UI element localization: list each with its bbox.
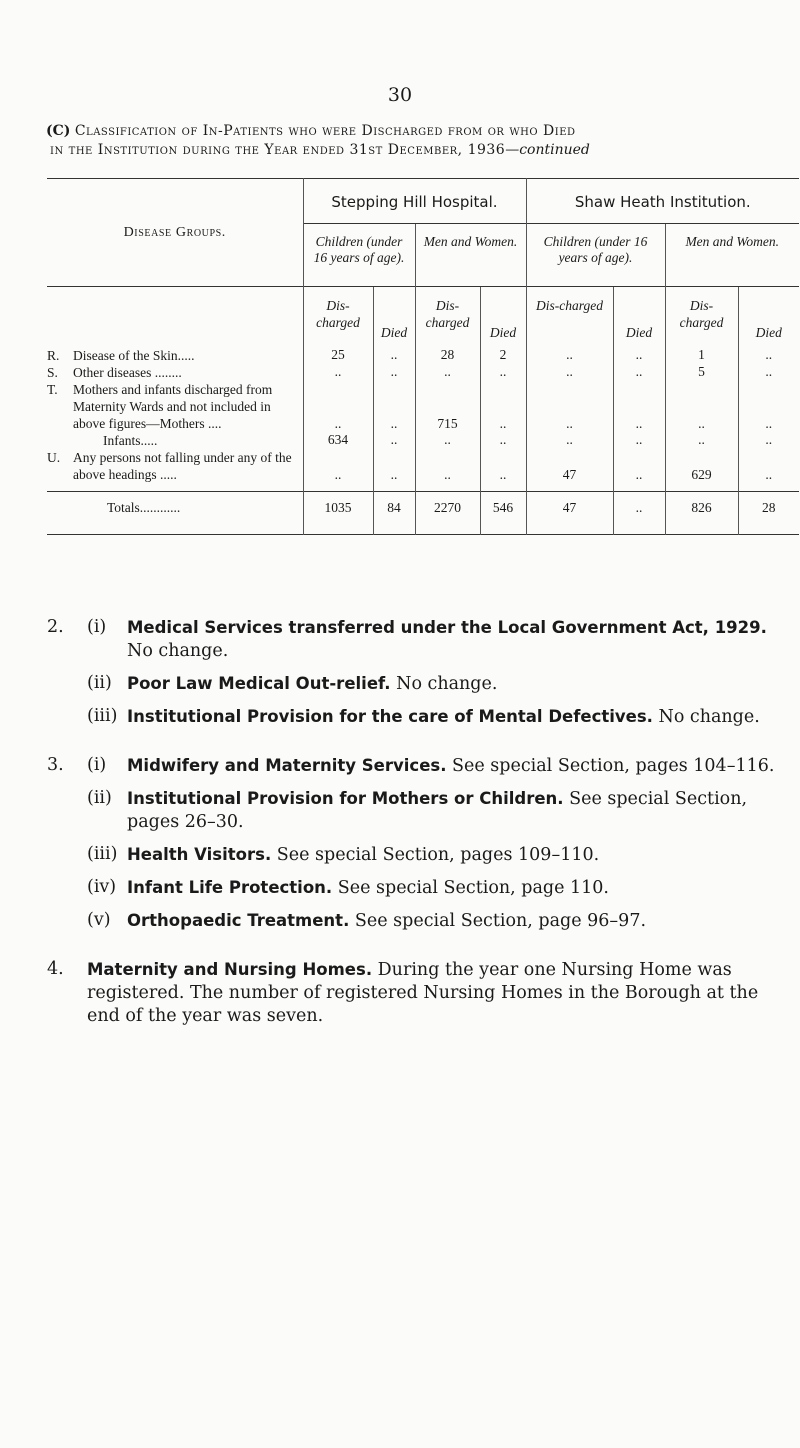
table-cell: .. xyxy=(415,432,480,449)
item-title: Infant Life Protection. xyxy=(127,878,333,897)
table-cell: .. xyxy=(373,347,415,364)
table-cell: 634 xyxy=(303,432,373,449)
item-text: No change. xyxy=(390,674,498,694)
item-title: Midwifery and Maternity Services. xyxy=(127,756,447,775)
table-cell: .. xyxy=(738,449,799,492)
disease-groups-header: Disease Groups. xyxy=(123,224,226,240)
table-cell: .. xyxy=(480,432,526,449)
column-header-died: Died xyxy=(738,287,799,348)
item-text: See special Section, pages 104–116. xyxy=(446,756,775,776)
table-cell: .. xyxy=(738,347,799,364)
total-cell: 826 xyxy=(665,492,738,535)
totals-label: Totals............ xyxy=(107,500,181,515)
page-number: 30 xyxy=(387,84,413,106)
table-row xyxy=(47,432,799,449)
heading-continued: —continued xyxy=(505,142,590,158)
table-cell: .. xyxy=(303,449,373,492)
total-cell: 1035 xyxy=(303,492,373,535)
classification-table xyxy=(47,178,799,535)
column-header-discharged: Dis-charged xyxy=(526,287,613,348)
totals-row xyxy=(47,492,799,535)
table-cell: .. xyxy=(613,381,665,432)
total-cell: 28 xyxy=(738,492,799,535)
hospital-header-stepping-hill: Stepping Hill Hospital. xyxy=(303,179,526,224)
subgroup-adults-shaw-heath: Men and Women. xyxy=(665,224,799,287)
total-cell: 47 xyxy=(526,492,613,535)
subgroup-adults-stepping-hill: Men and Women. xyxy=(415,224,526,287)
list-item xyxy=(47,672,792,696)
table-cell: .. xyxy=(613,449,665,492)
heading-label: (C) xyxy=(46,123,71,139)
table-cell: 715 xyxy=(415,381,480,432)
table-cell: .. xyxy=(526,347,613,364)
column-header-discharged: Dis-charged xyxy=(415,287,480,348)
heading-line-2: in the Institution during the Year ended 31st December, 1936 xyxy=(50,142,506,158)
table-row xyxy=(47,347,799,364)
total-cell: 84 xyxy=(373,492,415,535)
row-label: R. Disease of the Skin..... xyxy=(47,348,195,363)
item-number: (iii) xyxy=(87,844,118,864)
item-text: See special Section, pages 26–30. xyxy=(127,789,748,832)
table-cell: .. xyxy=(373,381,415,432)
list-item xyxy=(47,909,792,933)
item-title: Orthopaedic Treatment. xyxy=(127,911,350,930)
item-number: (i) xyxy=(87,755,107,775)
item-text: See special Section, page 110. xyxy=(332,878,609,898)
list-item xyxy=(47,843,792,867)
table-cell: .. xyxy=(480,449,526,492)
table-cell: 5 xyxy=(665,364,738,381)
item-title: Maternity and Nursing Homes. xyxy=(87,960,373,979)
services-list xyxy=(47,616,792,1037)
item-number: (ii) xyxy=(87,673,112,693)
item-text: No change. xyxy=(652,707,760,727)
table-cell: .. xyxy=(415,364,480,381)
item-title: Poor Law Medical Out-relief. xyxy=(127,674,391,693)
table-cell: .. xyxy=(373,432,415,449)
table-row xyxy=(47,449,799,492)
row-label: U. Any persons not falling under any of the above headings ..... xyxy=(47,450,292,482)
column-header-died: Died xyxy=(373,287,415,348)
subgroup-children-shaw-heath: Children (under 16 years of age). xyxy=(526,224,665,287)
table-cell: .. xyxy=(415,449,480,492)
table-cell: .. xyxy=(613,432,665,449)
table-cell: 629 xyxy=(665,449,738,492)
row-label: Infants..... xyxy=(103,433,158,448)
table-cell: 2 xyxy=(480,347,526,364)
table-cell: .. xyxy=(373,449,415,492)
item-title: Institutional Provision for Mothers or Children. xyxy=(127,789,564,808)
table-cell: 28 xyxy=(415,347,480,364)
table-cell: .. xyxy=(373,364,415,381)
table-cell: .. xyxy=(480,381,526,432)
total-cell: 546 xyxy=(480,492,526,535)
list-item xyxy=(47,705,792,729)
table-cell: 47 xyxy=(526,449,613,492)
list-item xyxy=(47,754,792,778)
item-title: Medical Services transferred under the Local Government Act, 1929. xyxy=(127,618,767,637)
item-number: (i) xyxy=(87,617,107,637)
table-cell: 1 xyxy=(665,347,738,364)
item-text: See special Section, pages 109–110. xyxy=(271,845,600,865)
item-text: During the year one Nursing Home was registered. The number of registered Nursing Homes in the Borough at the end of the year was seven. xyxy=(87,960,759,1026)
row-label: T. Mothers and infants discharged from Maternity Wards and not included in above figures—Mothers .... xyxy=(47,382,273,431)
table-cell: .. xyxy=(303,381,373,432)
table-cell: .. xyxy=(613,364,665,381)
section-number: 3. xyxy=(47,755,64,775)
item-title: Health Visitors. xyxy=(127,845,272,864)
item-number: (v) xyxy=(87,910,111,930)
table-cell: .. xyxy=(738,381,799,432)
section-heading xyxy=(46,122,796,160)
total-cell: .. xyxy=(613,492,665,535)
table-cell: .. xyxy=(480,364,526,381)
section-number: 2. xyxy=(47,617,64,637)
list-item xyxy=(47,958,792,1028)
table-cell: .. xyxy=(303,364,373,381)
total-cell: 2270 xyxy=(415,492,480,535)
item-number: (iv) xyxy=(87,877,117,897)
list-item xyxy=(47,876,792,900)
subgroup-children-stepping-hill: Children (under 16 years of age). xyxy=(303,224,415,287)
table-cell: .. xyxy=(526,432,613,449)
section-number: 4. xyxy=(47,959,64,979)
table-cell: .. xyxy=(526,381,613,432)
column-header-discharged: Dis-charged xyxy=(303,287,373,348)
table-cell: .. xyxy=(738,432,799,449)
table-cell: .. xyxy=(665,432,738,449)
list-item xyxy=(47,787,792,834)
list-item xyxy=(47,616,792,663)
hospital-header-shaw-heath: Shaw Heath Institution. xyxy=(526,179,799,224)
row-label: S. Other diseases ........ xyxy=(47,365,182,380)
table-cell: .. xyxy=(526,364,613,381)
item-text: No change. xyxy=(127,641,229,661)
column-header-died: Died xyxy=(613,287,665,348)
item-title: Institutional Provision for the care of Mental Defectives. xyxy=(127,707,653,726)
heading-line-1: Classification of In-Patients who were Discharged from or who Died xyxy=(74,123,576,139)
table-cell: .. xyxy=(613,347,665,364)
table-cell: .. xyxy=(738,364,799,381)
table-cell: .. xyxy=(665,381,738,432)
table-row xyxy=(47,364,799,381)
table-cell: 25 xyxy=(303,347,373,364)
item-text: See special Section, page 96–97. xyxy=(349,911,647,931)
item-number: (iii) xyxy=(87,706,118,726)
column-header-discharged: Dis-charged xyxy=(665,287,738,348)
item-number: (ii) xyxy=(87,788,112,808)
column-header-died: Died xyxy=(480,287,526,348)
table-row xyxy=(47,381,799,432)
